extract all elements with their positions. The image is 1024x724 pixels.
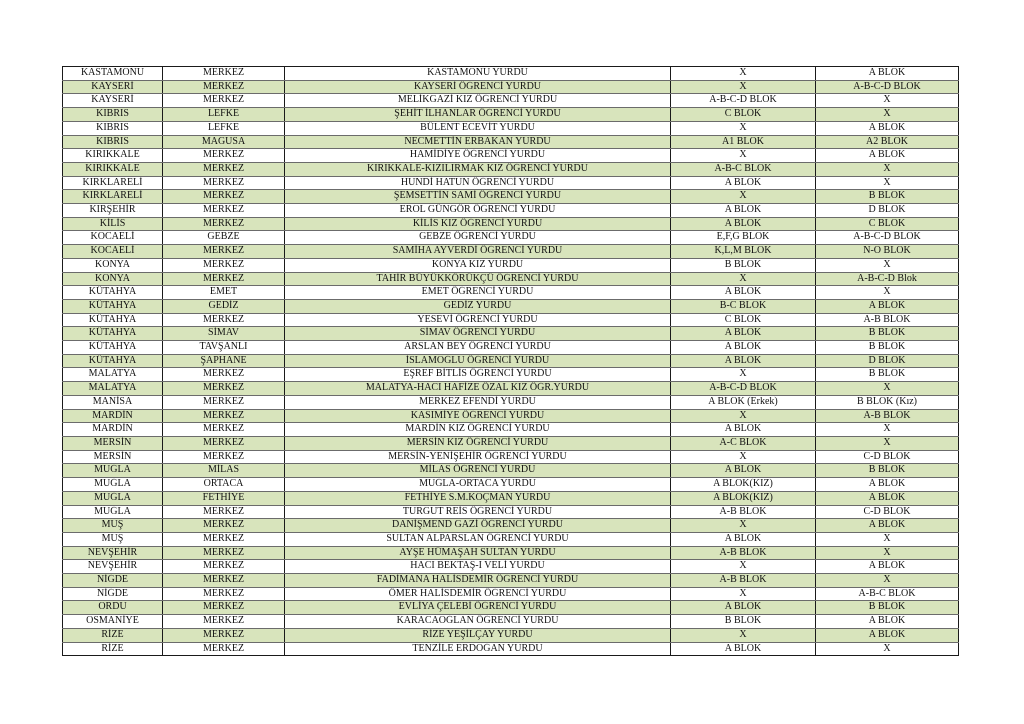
district-cell: MERKEZ bbox=[163, 587, 285, 601]
table-row bbox=[63, 478, 959, 492]
dormitory-table-body bbox=[63, 67, 959, 656]
dormitory-name-cell: MİLAS ÖĞRENCİ YURDU bbox=[285, 464, 671, 478]
block-column-2-cell: X bbox=[816, 423, 959, 437]
dormitory-name-cell: KONYA KIZ YURDU bbox=[285, 258, 671, 272]
block-column-2-cell: X bbox=[816, 532, 959, 546]
city-cell: KIRKLARELİ bbox=[63, 190, 163, 204]
city-cell: NEVŞEHİR bbox=[63, 560, 163, 574]
table-row bbox=[63, 313, 959, 327]
city-cell: RİZE bbox=[63, 628, 163, 642]
block-column-1-cell: A BLOK bbox=[671, 423, 816, 437]
city-cell: RİZE bbox=[63, 642, 163, 656]
block-column-1-cell: A1 BLOK bbox=[671, 135, 816, 149]
block-column-1-cell: X bbox=[671, 560, 816, 574]
dormitory-name-cell: SULTAN ALPARSLAN ÖĞRENCİ YURDU bbox=[285, 532, 671, 546]
block-column-2-cell: X bbox=[816, 176, 959, 190]
city-cell: KOCAELİ bbox=[63, 245, 163, 259]
dormitory-name-cell: YESEVİ ÖĞRENCİ YURDU bbox=[285, 313, 671, 327]
block-column-1-cell: A BLOK bbox=[671, 354, 816, 368]
dormitory-name-cell: TURGUT REİS ÖĞRENCİ YURDU bbox=[285, 505, 671, 519]
block-column-2-cell: A BLOK bbox=[816, 478, 959, 492]
district-cell: MERKEZ bbox=[163, 313, 285, 327]
district-cell: MERKEZ bbox=[163, 409, 285, 423]
block-column-1-cell: A BLOK bbox=[671, 327, 816, 341]
city-cell: KÜTAHYA bbox=[63, 327, 163, 341]
block-column-1-cell: X bbox=[671, 67, 816, 81]
table-row bbox=[63, 587, 959, 601]
block-column-1-cell: X bbox=[671, 272, 816, 286]
table-row bbox=[63, 615, 959, 629]
city-cell: MUĞLA bbox=[63, 505, 163, 519]
district-cell: MERKEZ bbox=[163, 80, 285, 94]
district-cell: MERKEZ bbox=[163, 94, 285, 108]
dormitory-name-cell: MUĞLA-ORTACA YURDU bbox=[285, 478, 671, 492]
block-column-2-cell: X bbox=[816, 436, 959, 450]
district-cell: MERKEZ bbox=[163, 642, 285, 656]
block-column-1-cell: A-B BLOK bbox=[671, 546, 816, 560]
district-cell: MERKEZ bbox=[163, 67, 285, 81]
city-cell: NEVŞEHİR bbox=[63, 546, 163, 560]
block-column-1-cell: A BLOK bbox=[671, 341, 816, 355]
city-cell: KÜTAHYA bbox=[63, 286, 163, 300]
table-row bbox=[63, 341, 959, 355]
block-column-2-cell: A BLOK bbox=[816, 491, 959, 505]
table-row bbox=[63, 546, 959, 560]
district-cell: MİLAS bbox=[163, 464, 285, 478]
city-cell: KIRŞEHİR bbox=[63, 204, 163, 218]
city-cell: KÜTAHYA bbox=[63, 354, 163, 368]
table-row bbox=[63, 450, 959, 464]
block-column-1-cell: X bbox=[671, 409, 816, 423]
block-column-1-cell: C BLOK bbox=[671, 313, 816, 327]
block-column-1-cell: A-C BLOK bbox=[671, 436, 816, 450]
block-column-1-cell: A BLOK bbox=[671, 286, 816, 300]
table-row bbox=[63, 395, 959, 409]
city-cell: KÜTAHYA bbox=[63, 313, 163, 327]
table-row bbox=[63, 423, 959, 437]
dormitory-name-cell: EVLİYA ÇELEBİ ÖĞRENCİ YURDU bbox=[285, 601, 671, 615]
block-column-1-cell: C BLOK bbox=[671, 108, 816, 122]
table-row bbox=[63, 135, 959, 149]
city-cell: MUŞ bbox=[63, 532, 163, 546]
dormitory-name-cell: SİMAV ÖĞRENCİ YURDU bbox=[285, 327, 671, 341]
district-cell: MERKEZ bbox=[163, 436, 285, 450]
block-column-1-cell: A BLOK bbox=[671, 601, 816, 615]
block-column-1-cell: A BLOK (Erkek) bbox=[671, 395, 816, 409]
district-cell: MERKEZ bbox=[163, 574, 285, 588]
block-column-1-cell: X bbox=[671, 519, 816, 533]
dormitory-name-cell: GEBZE ÖĞRENCİ YURDU bbox=[285, 231, 671, 245]
block-column-2-cell: A-B BLOK bbox=[816, 409, 959, 423]
dormitory-name-cell: ŞEMSETTİN SAMİ ÖĞRENCİ YURDU bbox=[285, 190, 671, 204]
table-row bbox=[63, 436, 959, 450]
city-cell: KIRIKKALE bbox=[63, 162, 163, 176]
table-row bbox=[63, 642, 959, 656]
block-column-2-cell: C-D BLOK bbox=[816, 450, 959, 464]
table-row bbox=[63, 532, 959, 546]
dormitory-name-cell: KIRIKKALE-KIZILIRMAK KIZ ÖĞRENCİ YURDU bbox=[285, 162, 671, 176]
dormitory-name-cell: HAMİDİYE ÖĞRENCİ YURDU bbox=[285, 149, 671, 163]
city-cell: KAYSERİ bbox=[63, 80, 163, 94]
district-cell: MERKEZ bbox=[163, 176, 285, 190]
dormitory-name-cell: MARDİN KIZ ÖĞRENCİ YURDU bbox=[285, 423, 671, 437]
city-cell: MUĞLA bbox=[63, 464, 163, 478]
district-cell: MERKEZ bbox=[163, 395, 285, 409]
city-cell: KIBRIS bbox=[63, 135, 163, 149]
block-column-2-cell: B BLOK bbox=[816, 464, 959, 478]
block-column-2-cell: X bbox=[816, 258, 959, 272]
table-row bbox=[63, 382, 959, 396]
block-column-2-cell: A BLOK bbox=[816, 628, 959, 642]
table-row bbox=[63, 491, 959, 505]
district-cell: MERKEZ bbox=[163, 519, 285, 533]
district-cell: MERKEZ bbox=[163, 505, 285, 519]
city-cell: NİĞDE bbox=[63, 574, 163, 588]
block-column-1-cell: K,L,M BLOK bbox=[671, 245, 816, 259]
block-column-2-cell: A BLOK bbox=[816, 519, 959, 533]
city-cell: KONYA bbox=[63, 258, 163, 272]
city-cell: KASTAMONU bbox=[63, 67, 163, 81]
block-column-2-cell: X bbox=[816, 642, 959, 656]
district-cell: LEFKE bbox=[163, 108, 285, 122]
district-cell: MERKEZ bbox=[163, 204, 285, 218]
city-cell: NİĞDE bbox=[63, 587, 163, 601]
dormitory-name-cell: FETHİYE S.M.KOÇMAN YURDU bbox=[285, 491, 671, 505]
dormitory-name-cell: RİZE YEŞİLÇAY YURDU bbox=[285, 628, 671, 642]
block-column-1-cell: X bbox=[671, 149, 816, 163]
block-column-2-cell: X bbox=[816, 162, 959, 176]
city-cell: ORDU bbox=[63, 601, 163, 615]
district-cell: MERKEZ bbox=[163, 532, 285, 546]
dormitory-name-cell: TAHİR BÜYÜKKÖRÜKÇÜ ÖĞRENCİ YURDU bbox=[285, 272, 671, 286]
city-cell: MALATYA bbox=[63, 382, 163, 396]
block-column-2-cell: A-B-C-D Blok bbox=[816, 272, 959, 286]
district-cell: MERKEZ bbox=[163, 245, 285, 259]
table-row bbox=[63, 409, 959, 423]
block-column-1-cell: X bbox=[671, 80, 816, 94]
district-cell: TAVŞANLI bbox=[163, 341, 285, 355]
table-row bbox=[63, 80, 959, 94]
district-cell: MERKEZ bbox=[163, 382, 285, 396]
city-cell: MARDİN bbox=[63, 409, 163, 423]
district-cell: MERKEZ bbox=[163, 546, 285, 560]
table-row bbox=[63, 121, 959, 135]
dormitory-name-cell: ŞEHİT İLHANLAR ÖĞRENCİ YURDU bbox=[285, 108, 671, 122]
district-cell: MERKEZ bbox=[163, 368, 285, 382]
block-column-2-cell: A-B BLOK bbox=[816, 313, 959, 327]
table-row bbox=[63, 190, 959, 204]
block-column-1-cell: B BLOK bbox=[671, 258, 816, 272]
city-cell: OSMANİYE bbox=[63, 615, 163, 629]
district-cell: MERKEZ bbox=[163, 628, 285, 642]
dormitory-name-cell: MERSİN-YENİŞEHİR ÖĞRENCİ YURDU bbox=[285, 450, 671, 464]
block-column-1-cell: A BLOK bbox=[671, 464, 816, 478]
block-column-1-cell: A BLOK bbox=[671, 532, 816, 546]
block-column-2-cell: C-D BLOK bbox=[816, 505, 959, 519]
dormitory-name-cell: AYŞE HÜMAŞAH SULTAN YURDU bbox=[285, 546, 671, 560]
dormitory-table bbox=[62, 66, 959, 656]
district-cell: LEFKE bbox=[163, 121, 285, 135]
block-column-1-cell: E,F,G BLOK bbox=[671, 231, 816, 245]
block-column-1-cell: X bbox=[671, 587, 816, 601]
district-cell: FETHİYE bbox=[163, 491, 285, 505]
block-column-2-cell: X bbox=[816, 574, 959, 588]
district-cell: MERKEZ bbox=[163, 560, 285, 574]
block-column-2-cell: A BLOK bbox=[816, 121, 959, 135]
block-column-2-cell: A-B-C BLOK bbox=[816, 587, 959, 601]
dormitory-name-cell: HUNDİ HATUN ÖĞRENCİ YURDU bbox=[285, 176, 671, 190]
district-cell: MERKEZ bbox=[163, 450, 285, 464]
dormitory-name-cell: DANİŞMEND GAZİ ÖĞRENCİ YURDU bbox=[285, 519, 671, 533]
table-row bbox=[63, 628, 959, 642]
district-cell: MERKEZ bbox=[163, 601, 285, 615]
block-column-2-cell: B BLOK bbox=[816, 327, 959, 341]
table-row bbox=[63, 231, 959, 245]
block-column-2-cell: D BLOK bbox=[816, 354, 959, 368]
city-cell: MERSİN bbox=[63, 450, 163, 464]
block-column-1-cell: A BLOK(KIZ) bbox=[671, 478, 816, 492]
dormitory-name-cell: EŞREF BİTLİS ÖĞRENCİ YURDU bbox=[285, 368, 671, 382]
dormitory-name-cell: MELİKGAZİ KIZ ÖĞRENCİ YURDU bbox=[285, 94, 671, 108]
dormitory-name-cell: NECMETTİN ERBAKAN YURDU bbox=[285, 135, 671, 149]
district-cell: MERKEZ bbox=[163, 258, 285, 272]
district-cell: ŞAPHANE bbox=[163, 354, 285, 368]
block-column-2-cell: A BLOK bbox=[816, 615, 959, 629]
block-column-1-cell: A-B-C BLOK bbox=[671, 162, 816, 176]
block-column-2-cell: A-B-C-D BLOK bbox=[816, 231, 959, 245]
table-row bbox=[63, 272, 959, 286]
district-cell: MERKEZ bbox=[163, 423, 285, 437]
block-column-1-cell: A BLOK bbox=[671, 204, 816, 218]
block-column-1-cell: A BLOK bbox=[671, 217, 816, 231]
block-column-2-cell: X bbox=[816, 94, 959, 108]
district-cell: MERKEZ bbox=[163, 217, 285, 231]
dormitory-name-cell: BÜLENT ECEVİT YURDU bbox=[285, 121, 671, 135]
table-row bbox=[63, 176, 959, 190]
table-row bbox=[63, 204, 959, 218]
table-row bbox=[63, 519, 959, 533]
city-cell: MUŞ bbox=[63, 519, 163, 533]
dormitory-name-cell: KASTAMONU YURDU bbox=[285, 67, 671, 81]
city-cell: KIRIKKALE bbox=[63, 149, 163, 163]
block-column-2-cell: A BLOK bbox=[816, 560, 959, 574]
city-cell: MERSİN bbox=[63, 436, 163, 450]
district-cell: EMET bbox=[163, 286, 285, 300]
district-cell: MAGUSA bbox=[163, 135, 285, 149]
city-cell: MALATYA bbox=[63, 368, 163, 382]
block-column-1-cell: A BLOK bbox=[671, 176, 816, 190]
block-column-2-cell: N-O BLOK bbox=[816, 245, 959, 259]
dormitory-name-cell: FADİMANA HALİSDEMİR ÖĞRENCİ YURDU bbox=[285, 574, 671, 588]
district-cell: ORTACA bbox=[163, 478, 285, 492]
table-row bbox=[63, 258, 959, 272]
district-cell: MERKEZ bbox=[163, 615, 285, 629]
block-column-2-cell: X bbox=[816, 546, 959, 560]
dormitory-name-cell: EMET ÖĞRENCİ YURDU bbox=[285, 286, 671, 300]
table-row bbox=[63, 149, 959, 163]
table-row bbox=[63, 601, 959, 615]
table-row bbox=[63, 464, 959, 478]
city-cell: KIBRIS bbox=[63, 121, 163, 135]
table-row bbox=[63, 94, 959, 108]
city-cell: KİLİS bbox=[63, 217, 163, 231]
district-cell: GEBZE bbox=[163, 231, 285, 245]
table-row bbox=[63, 245, 959, 259]
city-cell: KOCAELİ bbox=[63, 231, 163, 245]
block-column-2-cell: C BLOK bbox=[816, 217, 959, 231]
dormitory-name-cell: SAMİHA AYVERDİ ÖĞRENCİ YURDU bbox=[285, 245, 671, 259]
table-row bbox=[63, 162, 959, 176]
dormitory-name-cell: İSLAMOĞLU ÖĞRENCİ YURDU bbox=[285, 354, 671, 368]
dormitory-name-cell: MERSİN KIZ ÖĞRENCİ YURDU bbox=[285, 436, 671, 450]
table-row bbox=[63, 286, 959, 300]
dormitory-name-cell: KASIMİYE ÖĞRENCİ YURDU bbox=[285, 409, 671, 423]
block-column-2-cell: B BLOK bbox=[816, 368, 959, 382]
block-column-1-cell: A-B-C-D BLOK bbox=[671, 382, 816, 396]
block-column-1-cell: A-B BLOK bbox=[671, 505, 816, 519]
block-column-1-cell: X bbox=[671, 450, 816, 464]
block-column-1-cell: A-B BLOK bbox=[671, 574, 816, 588]
block-column-2-cell: A2 BLOK bbox=[816, 135, 959, 149]
city-cell: KONYA bbox=[63, 272, 163, 286]
block-column-1-cell: X bbox=[671, 190, 816, 204]
block-column-2-cell: B BLOK bbox=[816, 341, 959, 355]
block-column-2-cell: B BLOK bbox=[816, 601, 959, 615]
city-cell: MUĞLA bbox=[63, 491, 163, 505]
dormitory-name-cell: TENZİLE ERDOĞAN YURDU bbox=[285, 642, 671, 656]
city-cell: MANİSA bbox=[63, 395, 163, 409]
dormitory-name-cell: GEDİZ YURDU bbox=[285, 299, 671, 313]
district-cell: GEDİZ bbox=[163, 299, 285, 313]
dormitory-name-cell: KİLİS KIZ ÖĞRENCİ YURDU bbox=[285, 217, 671, 231]
block-column-1-cell: X bbox=[671, 121, 816, 135]
table-row bbox=[63, 505, 959, 519]
block-column-1-cell: A BLOK(KIZ) bbox=[671, 491, 816, 505]
dormitory-name-cell: KAYSERİ ÖĞRENCİ YURDU bbox=[285, 80, 671, 94]
table-row bbox=[63, 217, 959, 231]
block-column-2-cell: X bbox=[816, 286, 959, 300]
table-row bbox=[63, 67, 959, 81]
block-column-1-cell: A-B-C-D BLOK bbox=[671, 94, 816, 108]
block-column-1-cell: B-C BLOK bbox=[671, 299, 816, 313]
city-cell: KÜTAHYA bbox=[63, 341, 163, 355]
block-column-2-cell: X bbox=[816, 382, 959, 396]
dormitory-name-cell: MALATYA-HACI HAFİZE ÖZAL KIZ ÖĞR.YURDU bbox=[285, 382, 671, 396]
table-row bbox=[63, 327, 959, 341]
city-cell: MUĞLA bbox=[63, 478, 163, 492]
city-cell: KIBRIS bbox=[63, 108, 163, 122]
block-column-2-cell: A BLOK bbox=[816, 299, 959, 313]
dormitory-name-cell: ARSLAN BEY ÖĞRENCİ YURDU bbox=[285, 341, 671, 355]
table-row bbox=[63, 108, 959, 122]
city-cell: KIRKLARELİ bbox=[63, 176, 163, 190]
city-cell: KÜTAHYA bbox=[63, 299, 163, 313]
block-column-1-cell: X bbox=[671, 368, 816, 382]
block-column-1-cell: B BLOK bbox=[671, 615, 816, 629]
dormitory-name-cell: HACI BEKTAŞ-I VELİ YURDU bbox=[285, 560, 671, 574]
district-cell: MERKEZ bbox=[163, 162, 285, 176]
block-column-1-cell: A BLOK bbox=[671, 642, 816, 656]
block-column-2-cell: D BLOK bbox=[816, 204, 959, 218]
district-cell: MERKEZ bbox=[163, 149, 285, 163]
table-row bbox=[63, 574, 959, 588]
dormitory-name-cell: KARACAOĞLAN ÖĞRENCİ YURDU bbox=[285, 615, 671, 629]
block-column-2-cell: B BLOK bbox=[816, 190, 959, 204]
block-column-1-cell: X bbox=[671, 628, 816, 642]
block-column-2-cell: A BLOK bbox=[816, 149, 959, 163]
dormitory-name-cell: EROL GÜNGÖR ÖĞRENCİ YURDU bbox=[285, 204, 671, 218]
block-column-2-cell: A-B-C-D BLOK bbox=[816, 80, 959, 94]
table-row bbox=[63, 560, 959, 574]
dormitory-name-cell: MERKEZ EFENDİ YURDU bbox=[285, 395, 671, 409]
table-row bbox=[63, 368, 959, 382]
city-cell: MARDİN bbox=[63, 423, 163, 437]
table-row bbox=[63, 354, 959, 368]
dormitory-name-cell: ÖMER HALİSDEMİR ÖĞRENCİ YURDU bbox=[285, 587, 671, 601]
dormitory-table-sheet bbox=[62, 66, 958, 656]
district-cell: MERKEZ bbox=[163, 272, 285, 286]
city-cell: KAYSERİ bbox=[63, 94, 163, 108]
district-cell: MERKEZ bbox=[163, 190, 285, 204]
district-cell: SİMAV bbox=[163, 327, 285, 341]
block-column-2-cell: A BLOK bbox=[816, 67, 959, 81]
table-row bbox=[63, 299, 959, 313]
block-column-2-cell: B BLOK (Kız) bbox=[816, 395, 959, 409]
block-column-2-cell: X bbox=[816, 108, 959, 122]
